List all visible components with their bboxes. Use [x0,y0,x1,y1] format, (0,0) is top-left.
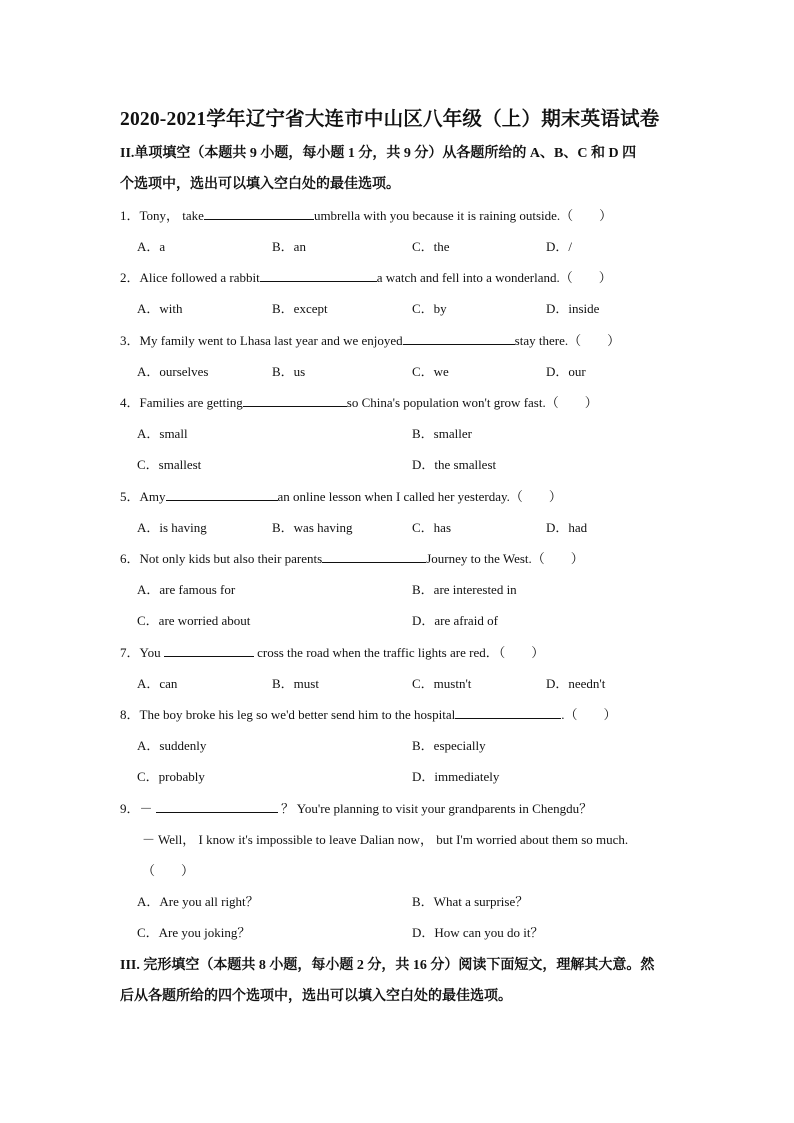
option-a: A．can [137,676,178,691]
question-8-stem-end: .（ ） [561,707,617,722]
option-b: B．except [272,301,328,316]
option-d: D．our [546,364,586,379]
answer-blank [166,487,278,501]
option-c: C．we [412,364,449,379]
question-6-stem-end: Journey to the West.（ ） [426,551,584,566]
question-1-stem: 1．Tony， take [120,208,204,223]
question-1 [120,206,680,226]
option-c: C．the [412,239,450,254]
option-a: A．Are you all right？ [137,894,259,909]
option-c: C．has [412,520,452,535]
question-7-stem: 7．You [120,645,164,660]
option-a: A．are famous for [137,582,236,597]
option-d: D．/ [546,239,573,254]
question-6 [120,549,680,569]
option-b: B．an [272,239,306,254]
option-b: B．are interested in [412,582,517,597]
question-2-stem-end: a watch and fell into a wonderland.（ ） [376,270,612,285]
option-b: B．especially [412,738,486,753]
question-9 [120,799,680,819]
question-2-stem: 2．Alice followed a rabbit [120,270,260,285]
answer-blank [455,705,561,719]
question-3-stem-end: stay there.（ ） [514,333,621,348]
page-title: 2020-2021学年辽宁省大连市中山区八年级（上）期末英语试卷 [120,109,660,130]
option-d: D．needn't [546,676,606,691]
question-3 [120,331,680,351]
option-a: A．is having [137,520,207,535]
option-a: A．a [137,239,166,254]
question-9-reply: － Well， I know it's impossible to leave Dalian now， but I'm worried about them so much. [142,832,629,847]
option-c: C．Are you joking？ [137,925,251,940]
option-c: C．are worried about [137,613,251,628]
option-c: C．probably [137,769,205,784]
option-d: D．inside [546,301,600,316]
question-8-stem: 8．The boy broke his leg so we'd better send him to the hospital [120,707,456,722]
option-c: C．smallest [137,457,202,472]
question-9-stem-end: ？ You're planning to visit your grandparents in Chengdu？ [277,801,593,816]
section-3-line-2: 后从各题所给的四个选项中，选出可以填入空白处的最佳选项。 [120,989,512,1004]
answer-blank [322,549,426,563]
answer-blank [204,206,314,220]
option-c: C．by [412,301,447,316]
option-a: A．with [137,301,183,316]
answer-blank [164,643,254,657]
option-a: A．suddenly [137,738,207,753]
question-7-stem-end: cross the road when the traffic lights are red．（ ） [253,645,545,660]
option-d: D．immediately [412,769,500,784]
section-3-instructions [120,950,680,1012]
question-8 [120,705,680,725]
option-b: B．us [272,364,306,379]
answer-blank [403,331,515,345]
question-9-stem: 9．－ [120,801,156,816]
question-4-stem: 4．Families are getting [120,395,243,410]
question-3-stem: 3．My family went to Lhasa last year and we enjoyed [120,333,403,348]
option-d: D．had [546,520,588,535]
option-b: B．must [272,676,319,691]
option-b: B．was having [272,520,353,535]
question-4-stem-end: so China's population won't grow fast.（ ） [346,395,598,410]
section-2-instructions [120,138,680,200]
option-b: B．smaller [412,426,472,441]
answer-blank [260,268,377,282]
option-d: D．the smallest [412,457,497,472]
answer-blank [156,799,278,813]
question-1-stem-end: umbrella with you because it is raining outside.（ ） [313,208,613,223]
question-2 [120,268,680,288]
question-6-stem: 6．Not only kids but also their parents [120,551,323,566]
question-7 [120,643,680,663]
question-5-stem: 5．Amy [120,489,166,504]
question-9-answer-bracket: （ ） [142,863,195,878]
answer-blank [243,393,347,407]
option-c: C．mustn't [412,676,472,691]
option-d: D．are afraid of [412,613,498,628]
question-5 [120,487,680,507]
section-2-line-1: II.单项填空（本题共 9 小题，每小题 1 分，共 9 分）从各题所给的 A、B、C 和 D 四 [120,146,637,161]
option-b: B．What a surprise？ [412,894,529,909]
section-3-line-1: III. 完形填空（本题共 8 小题，每小题 2 分，共 16 分）阅读下面短文，理解其大意。然 [120,958,655,973]
option-a: A．ourselves [137,364,209,379]
question-5-stem-end: an online lesson when I called her yesterday.（ ） [277,489,562,504]
option-d: D．How can you do it？ [412,925,544,940]
option-a: A．small [137,426,188,441]
question-4 [120,393,680,413]
section-2-line-2: 个选项中，选出可以填入空白处的最佳选项。 [120,177,400,192]
